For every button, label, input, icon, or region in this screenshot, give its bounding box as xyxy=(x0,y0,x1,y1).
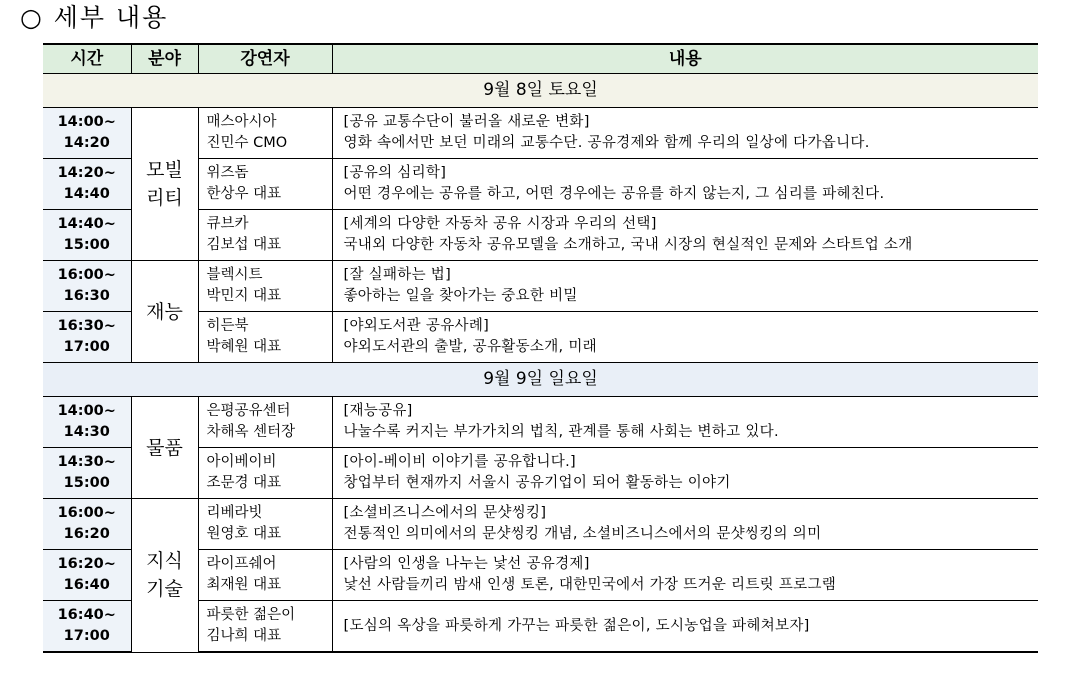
speaker-org: 라이프쉐어 xyxy=(206,556,277,572)
speaker-name: 김나희 대표 xyxy=(206,628,282,644)
time-cell xyxy=(43,108,131,159)
content-desc: 좋아하는 일을 찾아가는 중요한 비밀 xyxy=(343,288,578,304)
time-start: 14:00~ xyxy=(57,403,116,419)
field-label: 재능 xyxy=(146,300,183,323)
speaker-org: 블렉시트 xyxy=(206,267,263,283)
content-title: [공유 교통수단이 불러올 새로운 변화] xyxy=(343,114,590,130)
time-start: 14:00~ xyxy=(57,114,116,130)
content-title: [야외도서관 공유사례] xyxy=(343,318,490,334)
time-start: 14:30~ xyxy=(57,454,116,470)
header-field: 분야 xyxy=(131,44,198,74)
content-title: [잘 실패하는 법] xyxy=(343,267,452,283)
section-title: ○ 세부 내용 xyxy=(20,3,169,32)
speaker-name: 박혜원 대표 xyxy=(206,339,282,355)
content-desc: 영화 속에서만 보던 미래의 교통수단. 공유경제와 함께 우리의 일상에 다가옵니다. xyxy=(343,135,870,151)
content-title: [세계의 다양한 자동차 공유 시장과 우리의 선택] xyxy=(343,216,657,232)
table-row xyxy=(43,499,1038,550)
content-desc: 낯선 사람들끼리 밤새 인생 토론, 대한민국에서 가장 뜨거운 리트릿 프로그램 xyxy=(343,577,837,593)
content-cell xyxy=(332,210,1038,261)
content-desc: 나눌수록 커지는 부가가치의 법칙, 관계를 통해 사회는 변하고 있다. xyxy=(343,424,779,440)
table-row xyxy=(43,397,1038,448)
content-cell xyxy=(332,601,1038,653)
field-cell xyxy=(131,397,198,499)
content-cell xyxy=(332,550,1038,601)
speaker-cell xyxy=(198,108,332,159)
field-cell xyxy=(131,108,198,261)
field-label: 모빌 xyxy=(146,159,183,181)
field-label: 기술 xyxy=(146,578,183,601)
time-cell xyxy=(43,601,131,653)
time-cell xyxy=(43,159,131,210)
speaker-org: 파릇한 젊은이 xyxy=(206,607,296,623)
content-title: [소셜비즈니스에서의 문샷씽킹] xyxy=(343,505,547,521)
speaker-name: 차해옥 센터장 xyxy=(206,424,296,440)
speaker-cell xyxy=(198,261,332,312)
day-row xyxy=(43,363,1038,397)
time-cell xyxy=(43,448,131,499)
speaker-name: 원영호 대표 xyxy=(206,526,282,542)
time-end: 16:40 xyxy=(63,577,110,593)
speaker-cell xyxy=(198,499,332,550)
time-start: 16:00~ xyxy=(57,267,116,283)
speaker-cell xyxy=(198,159,332,210)
speaker-org: 매스아시아 xyxy=(206,114,277,130)
time-cell xyxy=(43,397,131,448)
field-label: 물품 xyxy=(146,436,183,459)
time-end: 15:00 xyxy=(63,237,110,253)
content-cell xyxy=(332,108,1038,159)
speaker-cell xyxy=(198,448,332,499)
time-cell xyxy=(43,550,131,601)
time-end: 15:00 xyxy=(63,475,110,491)
speaker-cell xyxy=(198,550,332,601)
speaker-cell xyxy=(198,312,332,363)
field-label: 지식 xyxy=(146,550,183,573)
content-cell xyxy=(332,397,1038,448)
content-desc: 어떤 경우에는 공유를 하고, 어떤 경우에는 공유를 하지 않는지, 그 심리를 파헤친다. xyxy=(343,186,885,202)
table-header-row xyxy=(43,44,1038,74)
speaker-name: 한상우 대표 xyxy=(206,186,282,202)
speaker-cell xyxy=(198,397,332,448)
time-start: 16:40~ xyxy=(57,607,116,623)
content-cell xyxy=(332,499,1038,550)
time-end: 16:20 xyxy=(63,526,110,542)
field-label: 리티 xyxy=(146,187,183,209)
time-start: 14:40~ xyxy=(57,216,116,232)
speaker-cell xyxy=(198,601,332,653)
time-cell xyxy=(43,210,131,261)
header-content: 내용 xyxy=(332,44,1038,74)
time-start: 14:20~ xyxy=(57,165,116,181)
content-title: [사람의 인생을 나누는 낯선 공유경제] xyxy=(343,556,590,572)
speaker-org: 은평공유센터 xyxy=(206,403,291,419)
content-title: [아이-베이비 이야기를 공유합니다.] xyxy=(343,454,576,470)
content-cell xyxy=(332,312,1038,363)
content-cell xyxy=(332,159,1038,210)
time-end: 14:30 xyxy=(63,424,110,440)
schedule-table xyxy=(43,43,1038,653)
field-cell xyxy=(131,499,198,653)
speaker-cell xyxy=(198,210,332,261)
time-end: 14:40 xyxy=(63,186,110,202)
day-row xyxy=(43,74,1038,108)
time-end: 17:00 xyxy=(63,628,110,644)
speaker-name: 김보섭 대표 xyxy=(206,237,282,253)
speaker-name: 진민수 CMO xyxy=(206,135,288,151)
time-start: 16:20~ xyxy=(57,556,116,572)
speaker-name: 박민지 대표 xyxy=(206,288,282,304)
speaker-org: 위즈돔 xyxy=(206,165,249,181)
time-end: 16:30 xyxy=(63,288,110,304)
content-cell xyxy=(332,448,1038,499)
content-desc: 창업부터 현재까지 서울시 공유기업이 되어 활동하는 이야기 xyxy=(343,475,731,491)
field-cell xyxy=(131,261,198,363)
content-desc: 국내외 다양한 자동차 공유모델을 소개하고, 국내 시장의 현실적인 문제와 스타트업 소개 xyxy=(343,237,913,253)
time-end: 14:20 xyxy=(63,135,110,151)
table-row xyxy=(43,108,1038,159)
speaker-org: 큐브카 xyxy=(206,216,249,232)
header-time: 시간 xyxy=(43,44,131,74)
header-speaker: 강연자 xyxy=(198,44,332,74)
speaker-org: 리베라빗 xyxy=(206,505,263,521)
time-cell xyxy=(43,312,131,363)
content-cell xyxy=(332,261,1038,312)
time-end: 17:00 xyxy=(63,339,110,355)
content-title: [재능공유] xyxy=(343,403,413,419)
speaker-name: 최재원 대표 xyxy=(206,577,282,593)
time-cell xyxy=(43,261,131,312)
day-label: 9월 9일 일요일 xyxy=(43,363,1038,397)
speaker-name: 조문경 대표 xyxy=(206,475,282,491)
content-title: [공유의 심리학] xyxy=(343,165,447,181)
time-start: 16:30~ xyxy=(57,318,116,334)
day-label: 9월 8일 토요일 xyxy=(43,74,1038,108)
table-row xyxy=(43,261,1038,312)
time-cell xyxy=(43,499,131,550)
speaker-org: 아이베이비 xyxy=(206,454,277,470)
speaker-org: 히든북 xyxy=(206,318,249,334)
time-start: 16:00~ xyxy=(57,505,116,521)
content-title: [도심의 옥상을 파릇하게 가꾸는 파릇한 젊은이, 도시농업을 파헤쳐보자] xyxy=(343,617,810,634)
content-desc: 야외도서관의 출발, 공유활동소개, 미래 xyxy=(343,339,597,355)
content-desc: 전통적인 의미에서의 문샷씽킹 개념, 소셜비즈니스에서의 문샷씽킹의 의미 xyxy=(343,526,822,542)
